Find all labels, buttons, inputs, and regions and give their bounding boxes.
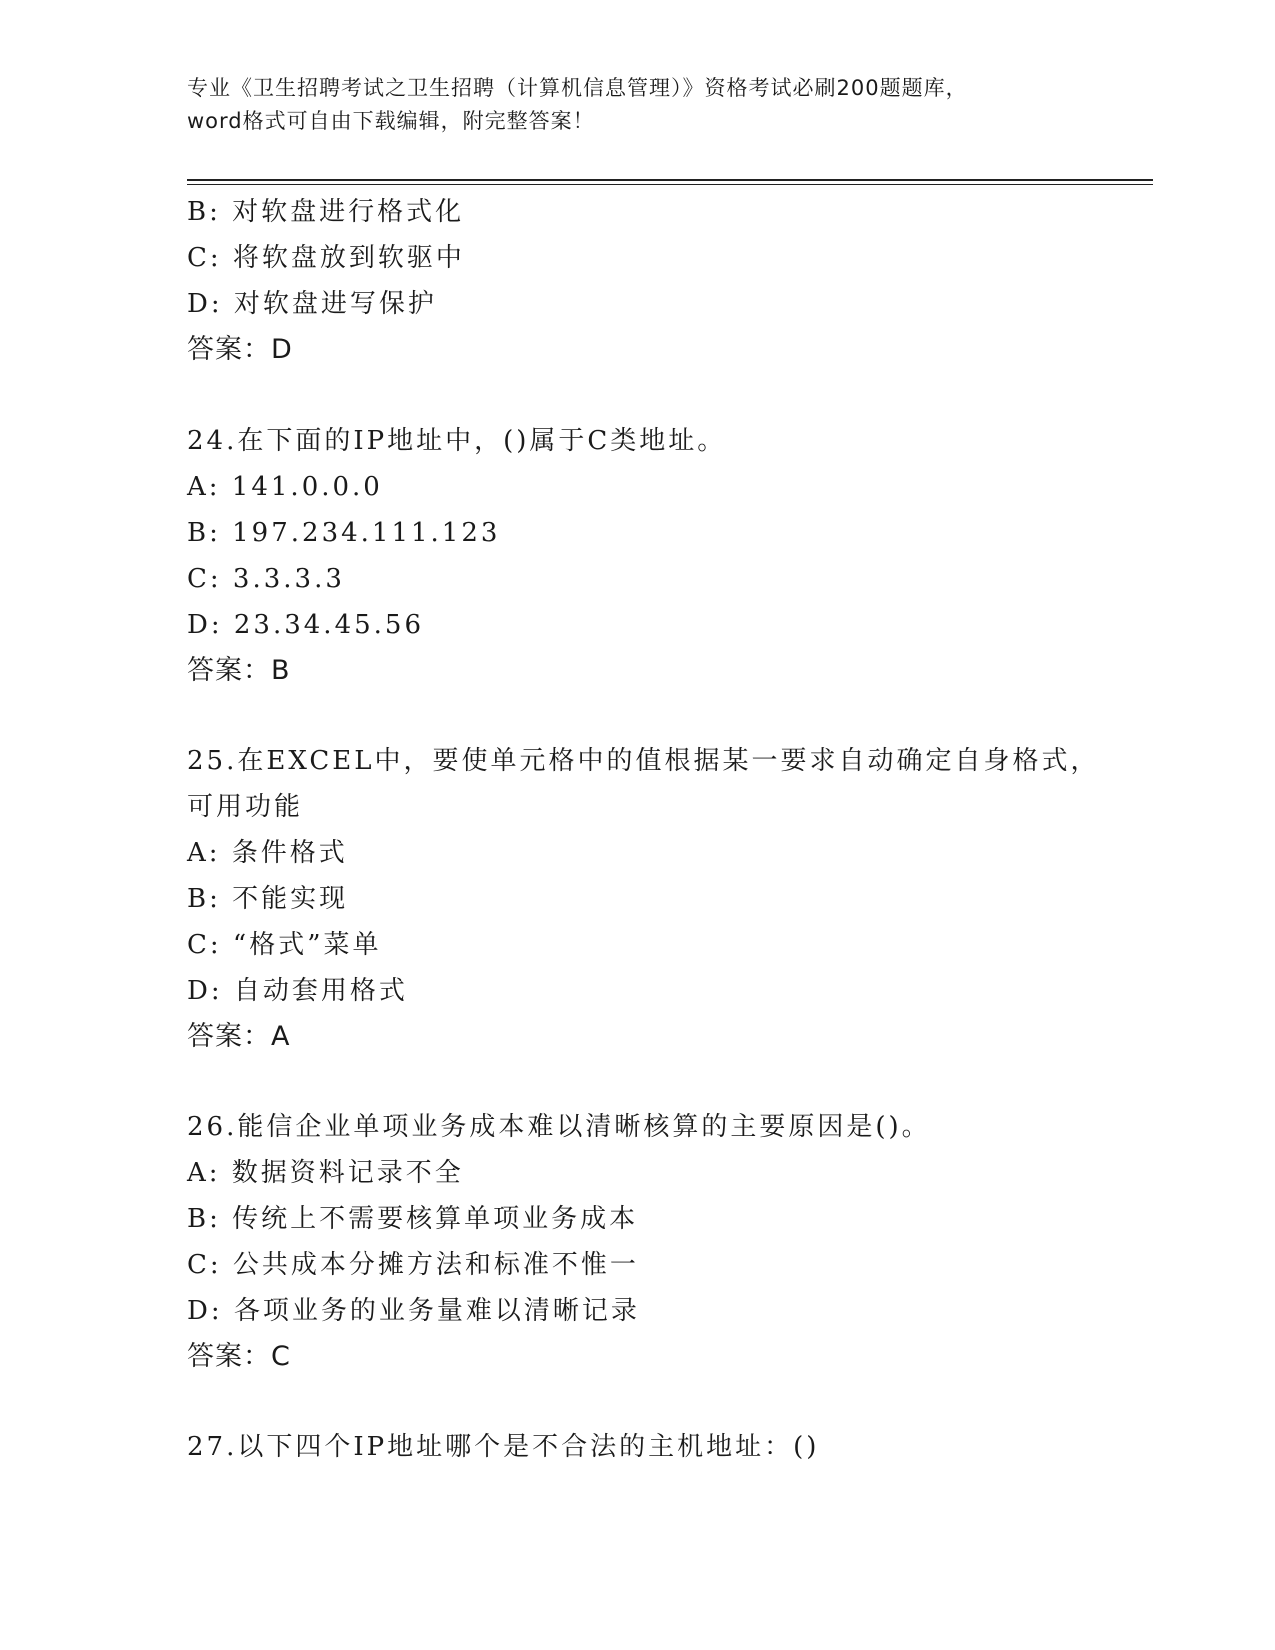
option-b: B: 传统上不需要核算单项业务成本	[187, 1204, 639, 1234]
question-26	[187, 1104, 1127, 1380]
spacer	[187, 1060, 1127, 1104]
option-b: B: 197.234.111.123	[187, 518, 501, 548]
question-list	[187, 189, 1127, 1470]
option-d: D: 23.34.45.56	[187, 610, 424, 640]
option-a: A: 条件格式	[187, 838, 348, 868]
header-title-line-1: 专业《卫生招聘考试之卫生招聘（计算机信息管理）》资格考试必刷200题题库，	[187, 76, 968, 100]
document-header	[187, 72, 1087, 138]
option-a: A: 数据资料记录不全	[187, 1158, 464, 1188]
question-stem: 24.在下面的IP地址中，()属于C类地址。	[187, 426, 727, 456]
header-divider-thick	[187, 179, 1153, 181]
spacer	[187, 1380, 1127, 1424]
answer-line: 答案：D	[187, 334, 293, 365]
header-title-line-2: word格式可自由下载编辑，附完整答案！	[187, 109, 595, 133]
answer-line: 答案：B	[187, 655, 291, 686]
header-divider-thin	[187, 184, 1153, 185]
option-c: C: “格式”菜单	[187, 930, 382, 960]
question-stem: 27.以下四个IP地址哪个是不合法的主机地址：()	[187, 1432, 820, 1462]
question-stem-continued: 可用功能	[187, 792, 304, 822]
option-c: C: 公共成本分摊方法和标准不惟一	[187, 1250, 639, 1280]
option-d: D: 对软盘进写保护	[187, 289, 437, 319]
question-24	[187, 418, 1127, 694]
question-27	[187, 1424, 1127, 1470]
spacer	[187, 694, 1127, 738]
option-c: C: 3.3.3.3	[187, 564, 345, 594]
option-b: B: 对软盘进行格式化	[187, 197, 465, 227]
spacer	[187, 373, 1127, 418]
option-d: D: 自动套用格式	[187, 976, 408, 1006]
option-b: B: 不能实现	[187, 884, 349, 914]
question-stem: 26.能信企业单项业务成本难以清晰核算的主要原因是()。	[187, 1112, 931, 1142]
question-23-continued	[187, 189, 1127, 373]
option-c: C: 将软盘放到软驱中	[187, 243, 465, 273]
question-stem: 25.在EXCEL中，要使单元格中的值根据某一要求自动确定自身格式，	[187, 746, 1100, 776]
option-a: A: 141.0.0.0	[187, 472, 383, 502]
answer-line: 答案：A	[187, 1021, 291, 1052]
option-d: D: 各项业务的业务量难以清晰记录	[187, 1296, 640, 1326]
answer-line: 答案：C	[187, 1341, 291, 1372]
question-25	[187, 738, 1127, 1060]
